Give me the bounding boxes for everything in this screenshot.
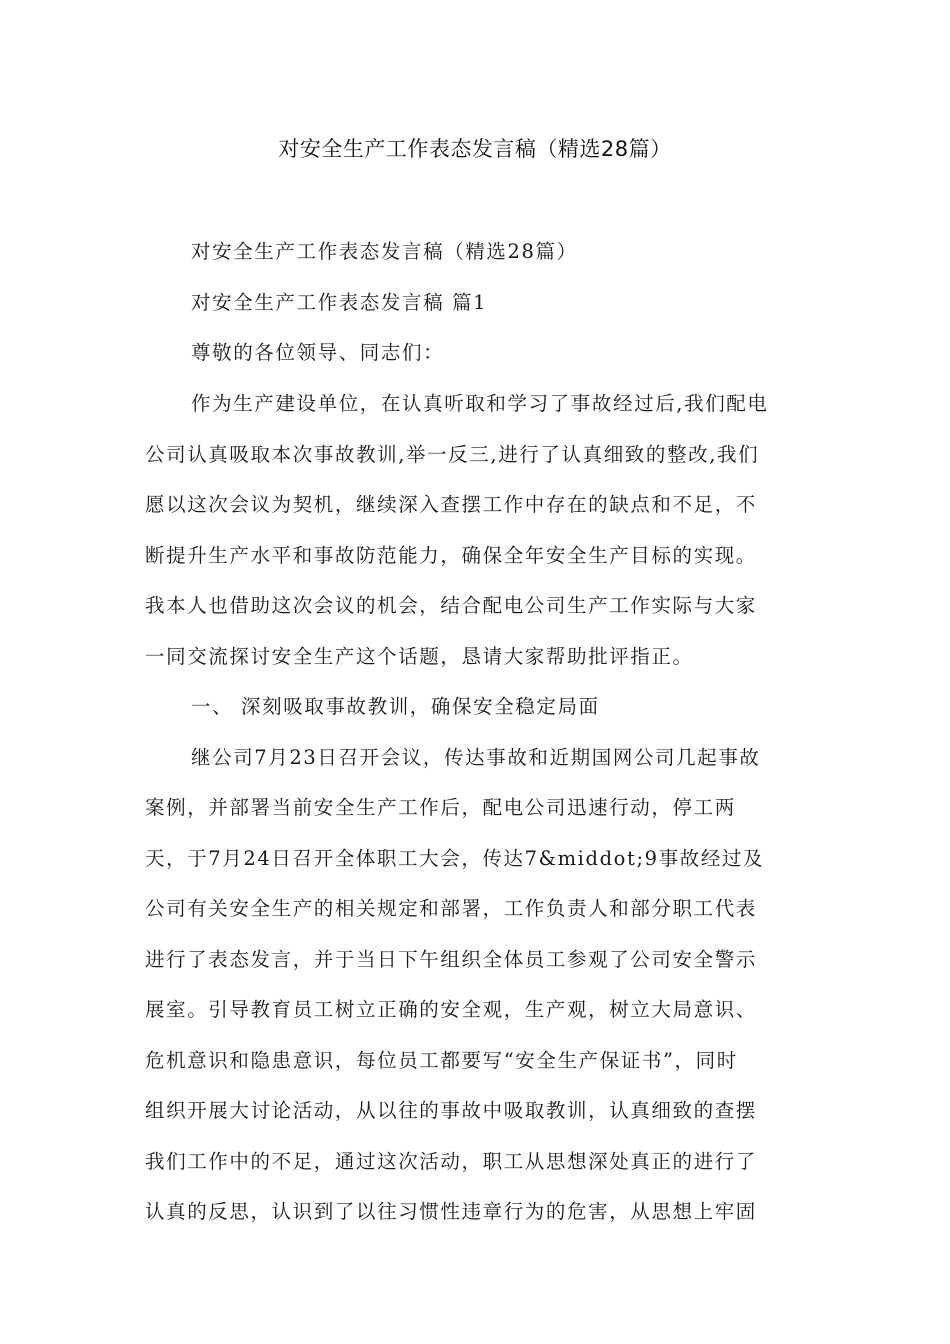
salutation: 尊敬的各位领导、同志们： (191, 341, 445, 364)
paragraph-1-line: 公司认真吸取本次事故教训,举一反三,进行了认真细致的整改,我们 (145, 442, 760, 466)
document-title: 对安全生产工作表态发言稿（精选28篇） (278, 137, 672, 161)
subtitle-line: 对安全生产工作表态发言稿（精选28篇） (191, 240, 578, 263)
paragraph-1-line: 愿以这次会议为契机，继续深入查摆工作中存在的缺点和不足，不 (145, 493, 757, 516)
paragraph-1-line: 一同交流探讨安全生产这个话题，恳请大家帮助批评指正。 (145, 644, 694, 668)
section-1-heading: 一、 深刻吸取事故教训，确保安全稳定局面 (191, 695, 600, 718)
paragraph-2-line: 进行了表态发言，并于当日下午组织全体员工参观了公司安全警示 (145, 947, 757, 971)
article-heading: 对安全生产工作表态发言稿 篇1 (191, 290, 488, 314)
paragraph-1-line: 断提升生产水平和事故防范能力，确保全年安全生产目标的实现。 (145, 543, 757, 567)
paragraph-2-line: 继公司7月23日召开会议，传达事故和近期国网公司几起事故 (191, 745, 761, 769)
paragraph-2-line: 公司有关安全生产的相关规定和部署，工作负责人和部分职工代表 (145, 897, 757, 920)
paragraph-2-line: 我们工作中的不足，通过这次活动，职工从思想深处真正的进行了 (145, 1149, 757, 1173)
intro-block (145, 227, 813, 379)
paragraph-2-line: 认真的反思，认识到了以往习惯性违章行为的危害，从思想上牢固 (145, 1200, 757, 1223)
paragraph-2-line: 展室。引导教育员工树立正确的安全观，生产观，树立大局意识、 (145, 998, 757, 1021)
paragraph-1-line: 作为生产建设单位，在认真听取和学习了事故经过后,我们配电 (191, 392, 769, 415)
main-body (145, 379, 813, 1238)
paragraph-1-line: 我本人也借助这次会议的机会，结合配电公司生产工作实际与大家 (145, 594, 757, 617)
paragraph-2-line: 危机意识和隐患意识，每位员工都要写“安全生产保证书”，同时 (145, 1048, 738, 1072)
paragraph-2-line: 组织开展大讨论活动，从以往的事故中吸取教训，认真细致的查摆 (145, 1099, 757, 1122)
paragraph-2-line: 天，于7月24日召开全体职工大会，传达7&middot;9事故经过及 (145, 846, 765, 870)
paragraph-2-line: 案例，并部署当前安全生产工作后，配电公司迅速行动，停工两 (145, 796, 736, 819)
